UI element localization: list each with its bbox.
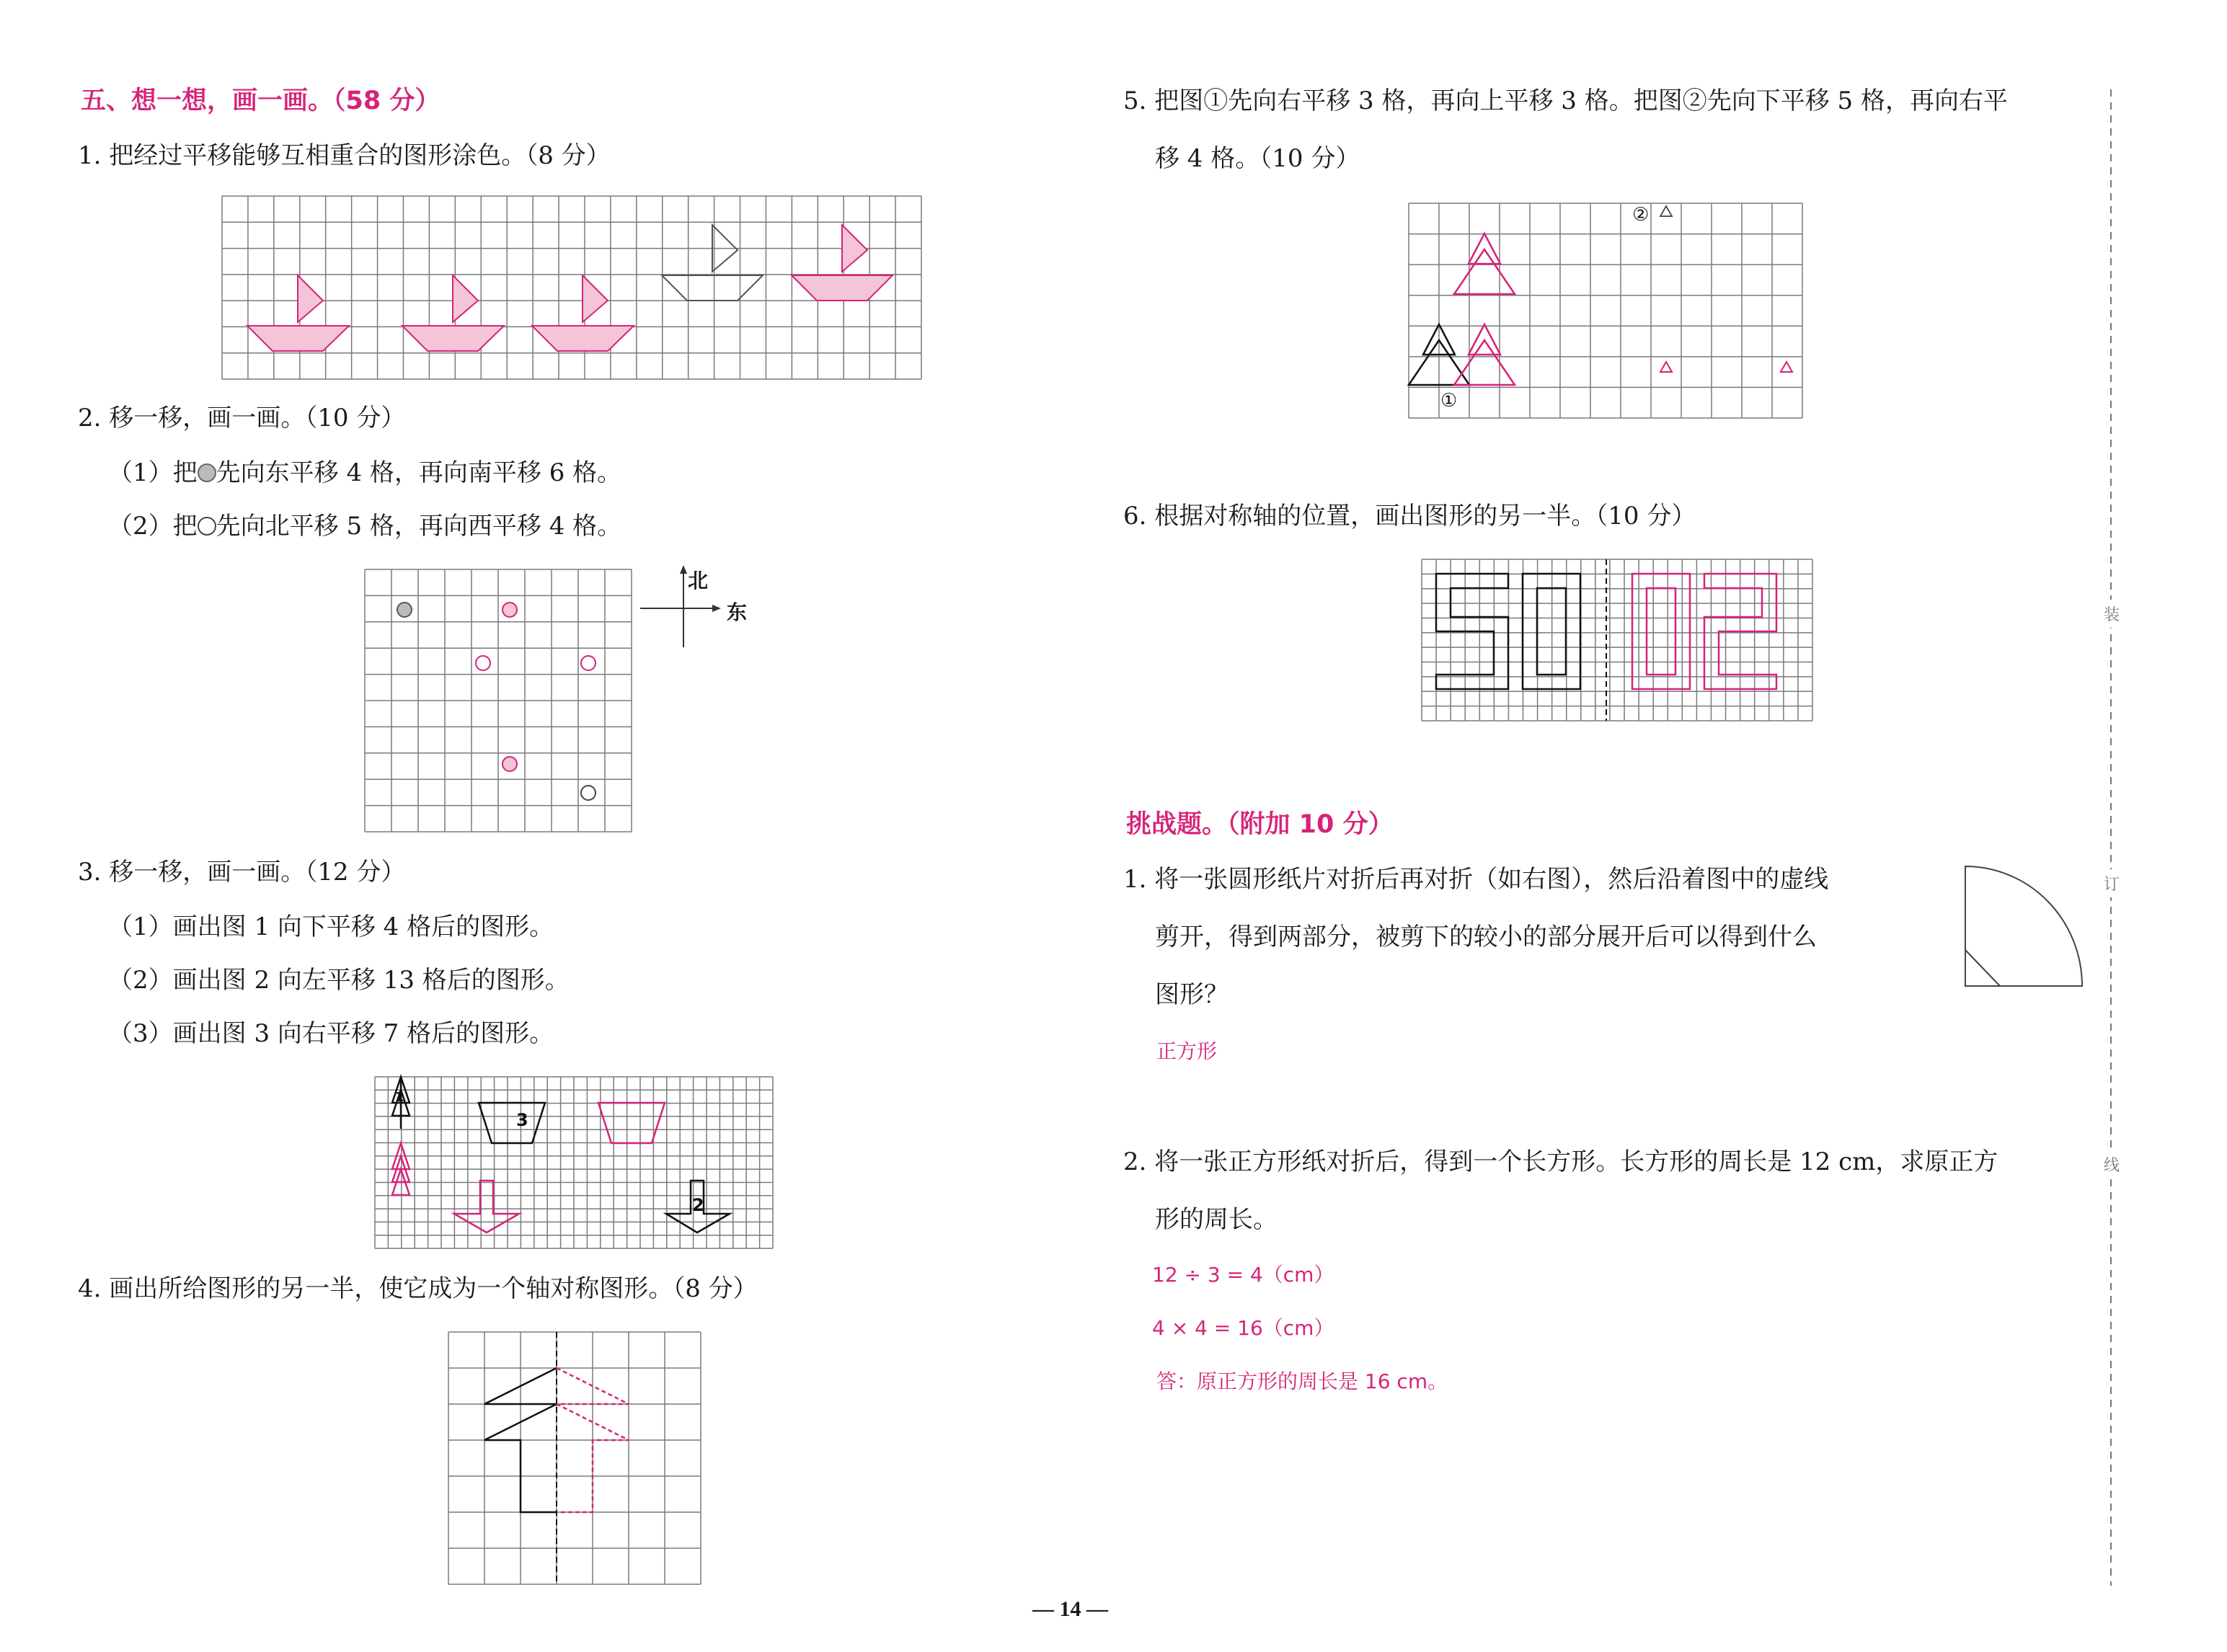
margin-char-2: 订 — [2104, 869, 2120, 897]
section-title: 五、想一想，画一画。（58 分） — [81, 86, 440, 115]
q3-grid — [375, 1077, 773, 1248]
challenge-p2-answer3: 答：原正方形的周长是 16 cm。 — [1156, 1369, 1448, 1393]
q4-grid — [448, 1332, 701, 1584]
fig-label-1: 1 — [395, 1090, 404, 1105]
quarter-circle-figure — [1964, 865, 2086, 989]
q3-text: 3. 移一移，画一画。（12 分） — [78, 858, 406, 887]
boat-unshaded — [662, 225, 763, 301]
gray-dot-icon — [198, 463, 216, 482]
page-number: — 14 — — [1032, 1597, 1108, 1621]
fig-label-3: 3 — [516, 1110, 528, 1130]
challenge-p2-line1: 2. 将一张正方形纸对折后，得到一个长方形。长方形的周长是 12 cm，求原正方 — [1123, 1147, 1998, 1176]
challenge-p2-line2: 形的周长。 — [1155, 1205, 1278, 1234]
q2-text: 2. 移一移，画一画。（10 分） — [78, 404, 406, 432]
q5-figure-2 — [1660, 206, 1672, 216]
q2-sub2: （2）把 先向北平移 5 格，再向西平移 4 格。 — [108, 512, 622, 541]
q5-grid — [1409, 203, 1802, 418]
q5-line1: 5. 把图①先向右平移 3 格，再向上平移 3 格。把图②先向下平移 5 格，再向右平 — [1123, 86, 2008, 115]
pink-dot-bottom — [502, 757, 517, 771]
challenge-p1-line2: 剪开，得到两部分，被剪下的较小的部分展开后可以得到什么 — [1155, 923, 1817, 951]
challenge-title: 挑战题。（附加 10 分） — [1126, 810, 1394, 839]
challenge-p1-line1: 1. 将一张圆形纸片对折后再对折（如右图），然后沿着图中的虚线 — [1123, 865, 1829, 894]
pink-circle-b — [581, 656, 596, 670]
pink-dot-top — [502, 603, 517, 617]
q2-grid — [365, 569, 632, 832]
pink-circle-a — [476, 656, 490, 670]
circle-original — [581, 786, 596, 800]
q5-figure-1-moved-b — [1454, 234, 1515, 294]
margin-char-1: 装 — [2104, 600, 2120, 628]
circle-icon — [198, 517, 216, 536]
q3-sub3: （3）画出图 3 向右平移 7 格后的图形。 — [108, 1019, 554, 1048]
q6-grid — [1422, 559, 1812, 721]
challenge-p1-answer: 正方形 — [1156, 1039, 1218, 1063]
q3-sub1: （1）画出图 1 向下平移 4 格后的图形。 — [108, 912, 554, 941]
gray-dot — [397, 603, 412, 617]
q5-label-1: ① — [1440, 390, 1458, 412]
q1-grid — [222, 196, 921, 379]
figure-3-moved — [598, 1103, 665, 1143]
q5-line2: 移 4 格。（10 分） — [1155, 144, 1360, 173]
boat-shaded-4 — [792, 225, 893, 301]
margin-char-3: 线 — [2104, 1150, 2120, 1178]
q5-label-2: ② — [1632, 204, 1650, 226]
compass-east: 东 — [727, 600, 748, 624]
q3-sub2: （2）画出图 2 向左平移 13 格后的图形。 — [108, 966, 570, 995]
figure-1-moved — [392, 1143, 409, 1195]
fig-label-2: 2 — [692, 1195, 704, 1215]
q6-text: 6. 根据对称轴的位置，画出图形的另一半。（10 分） — [1123, 502, 1696, 530]
compass-north: 北 — [688, 569, 709, 592]
challenge-p2-answer1: 12 ÷ 3 = 4（cm） — [1152, 1263, 1334, 1287]
boat-shaded-3 — [532, 275, 634, 351]
compass — [637, 562, 724, 656]
q2-sub1: （1）把 先向东平移 4 格，再向南平移 6 格。 — [108, 458, 622, 487]
challenge-p1-line3: 图形？ — [1155, 980, 1228, 1009]
figure-2-moved — [454, 1181, 519, 1233]
boat-shaded-1 — [247, 275, 349, 351]
challenge-p2-answer2: 4 × 4 = 16（cm） — [1152, 1316, 1334, 1340]
boat-shaded-2 — [402, 275, 504, 351]
figure-3 — [479, 1103, 545, 1143]
binding-line — [2104, 89, 2118, 1586]
q1-text: 1. 把经过平移能够互相重合的图形涂色。（8 分） — [78, 141, 611, 170]
q4-text: 4. 画出所给图形的另一半，使它成为一个轴对称图形。（8 分） — [78, 1274, 758, 1303]
